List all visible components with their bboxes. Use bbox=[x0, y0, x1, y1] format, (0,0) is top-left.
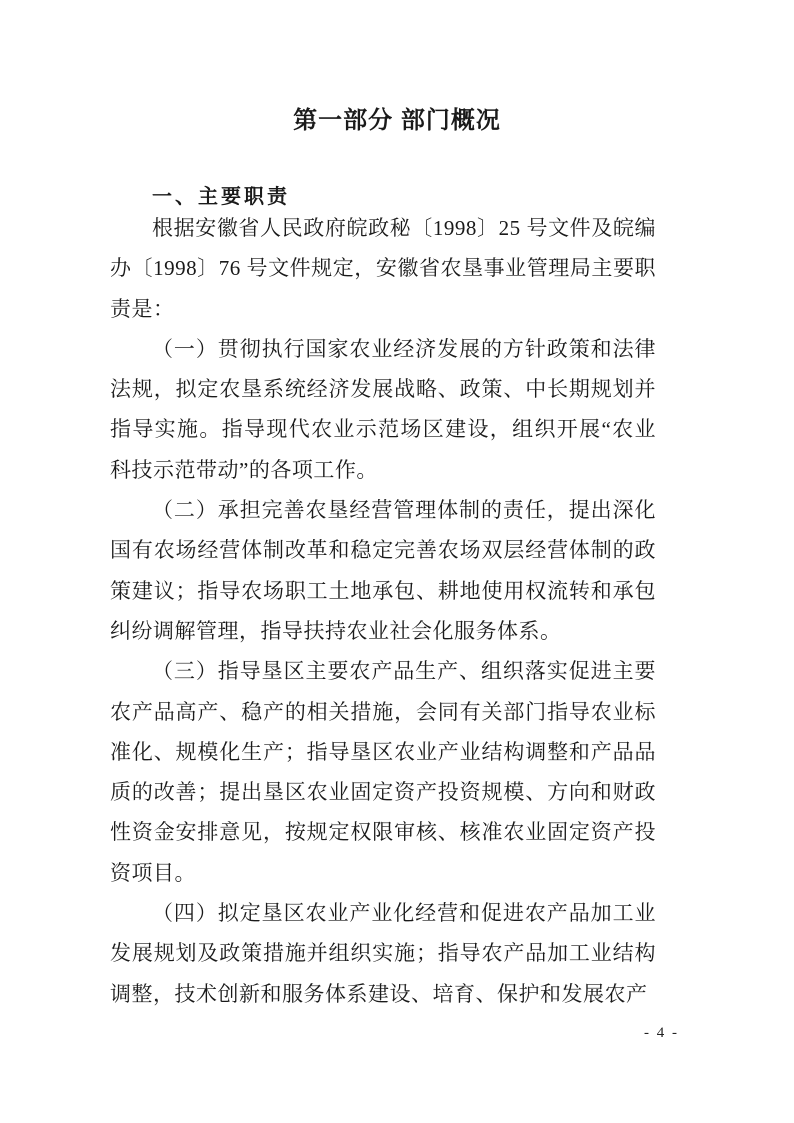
paragraph-duty-2: （二）承担完善农垦经营管理体制的责任，提出深化国有农场经营体制改革和稳定完善农场双层经营体制的政策建议；指导农场职工土地承包、耕地使用权流转和承包纠纷调解管理，指导扶持农业社会化服务体系。 bbox=[110, 498, 656, 643]
document-title: 第一部分 部门概况 bbox=[293, 107, 501, 134]
section-heading-main-duties: 一、主要职责 bbox=[152, 186, 290, 208]
paragraph-duty-1: （一）贯彻执行国家农业经济发展的方针政策和法律法规，拟定农垦系统经济发展战略、政策、中长期规划并指导实施。指导现代农业示范场区建设，组织开展“农业科技示范带动”的各项工作。 bbox=[110, 336, 656, 482]
paragraph-intro: 根据安徽省人民政府皖政秘〔1998〕25 号文件及皖编办〔1998〕76 号文件规定，安徽省农垦事业管理局主要职责是： bbox=[110, 216, 656, 321]
paragraph-duty-3: （三）指导垦区主要农产品生产、组织落实促进主要农产品高产、稳产的相关措施，会同有关部门指导农业标准化、规模化生产；指导垦区农业产业结构调整和产品品质的改善；提出垦区农业固定资产投资规模、方向和财政性资金安排意见，按规定权限审核、核准农业固定资产投资项目。 bbox=[110, 659, 656, 885]
page-number: - 4 - bbox=[644, 1025, 679, 1041]
paragraph-duty-4: （四）拟定垦区农业产业化经营和促进农产品加工业发展规划及政策措施并组织实施；指导农产品加工业结构调整，技术创新和服务体系建设、培育、保护和发展农产 bbox=[110, 901, 656, 1006]
document-body bbox=[110, 208, 656, 1014]
